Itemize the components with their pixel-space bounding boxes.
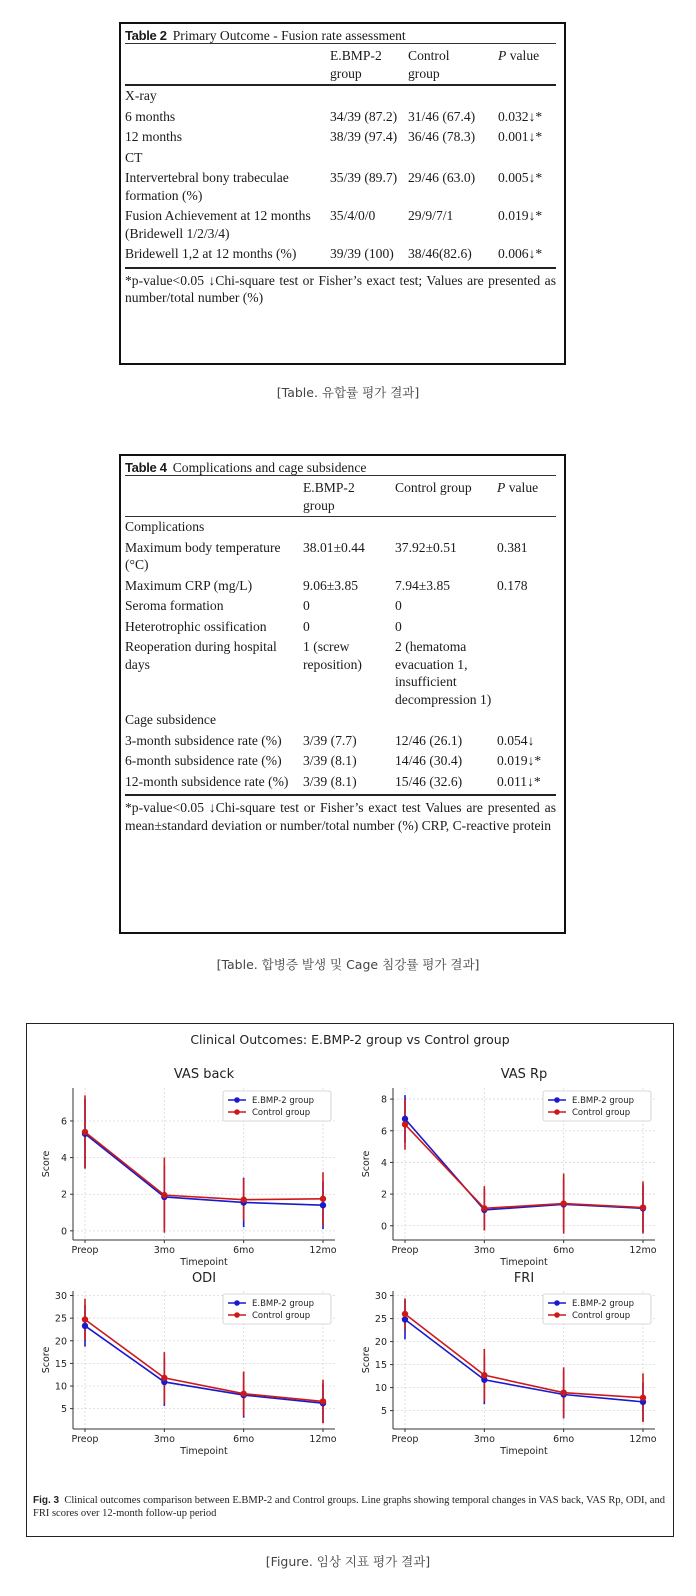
legend-marker [234, 1097, 240, 1103]
table-row [125, 127, 556, 148]
y-tick-label: 6 [60, 1116, 67, 1128]
y-tick-label: 5 [380, 1406, 387, 1418]
cell-label: 12 months [125, 129, 183, 144]
table-section-row [125, 517, 556, 538]
y-axis-label: Score [361, 1346, 372, 1374]
table-2-footnote: *p-value<0.05 ↓Chi-square test or Fisher’s exact test; Values are presented as number/total number (%) [125, 272, 556, 305]
cell-ebmp: 9.06±3.85 [303, 577, 359, 593]
table-row [125, 617, 556, 638]
x-tick-label: 3mo [473, 1434, 495, 1445]
table-2-caption: [Table. 유합률 평가 결과] [276, 385, 420, 400]
y-tick-label: 0 [60, 1226, 67, 1238]
data-point [481, 1205, 487, 1211]
cell-p: 0.381 [497, 539, 528, 555]
y-tick-label: 25 [54, 1313, 67, 1325]
cell-ebmp: 35/4/0/0 [330, 208, 376, 223]
table-2 [119, 22, 566, 365]
x-tick-label: Preop [71, 1434, 99, 1445]
cell-control: 37.92±0.51 [395, 539, 457, 555]
table-2-header-row [125, 44, 556, 84]
y-axis-label: Score [361, 1150, 372, 1178]
x-tick-label: 6mo [233, 1245, 255, 1256]
table-4-body [125, 517, 556, 792]
cell-p: 0.019↓* [497, 753, 542, 768]
y-axis-label: Score [41, 1150, 52, 1178]
cell-p: 0.005↓* [498, 170, 543, 185]
data-point [82, 1323, 88, 1329]
chart-title: VAS Rp [500, 1067, 548, 1082]
data-point [481, 1372, 487, 1378]
cell-ebmp: 0 [303, 598, 310, 613]
series-line [405, 1314, 643, 1398]
legend-label: Control group [252, 1108, 311, 1118]
cell-label: Bridewell 1,2 at 12 months (%) [125, 246, 297, 261]
cell-ebmp: 3/39 (7.7) [303, 732, 357, 748]
data-point [82, 1316, 88, 1322]
figure-caption [33, 1494, 665, 1520]
table-row [125, 772, 556, 793]
series-line [85, 1326, 323, 1403]
y-tick-label: 15 [54, 1358, 67, 1370]
y-tick-label: 0 [380, 1221, 387, 1233]
cell-label: Reoperation during hospital days [125, 639, 277, 672]
table-4 [119, 454, 566, 934]
cell-label: 12-month subsidence rate (%) [125, 773, 289, 789]
chart-vas-rp [349, 1052, 669, 1277]
legend-label: Control group [572, 1311, 631, 1321]
cell-label: Heterotrophic ossification [125, 618, 267, 634]
y-tick-label: 30 [374, 1291, 387, 1303]
legend-marker [234, 1300, 240, 1306]
y-tick-label: 10 [374, 1383, 387, 1395]
data-point [402, 1311, 408, 1317]
table-section-row [125, 148, 556, 169]
data-point [82, 1129, 88, 1135]
table-2-title [121, 24, 564, 43]
x-tick-label: 3mo [153, 1245, 175, 1256]
cell-ebmp: 0 [303, 618, 310, 634]
cell-label: 6 months [125, 108, 176, 124]
data-point [640, 1204, 646, 1210]
x-tick-label: 12mo [629, 1245, 657, 1256]
legend-marker [554, 1300, 560, 1306]
cell-ebmp: 35/39 (89.7) [330, 170, 398, 185]
column-header: Control group [408, 48, 450, 81]
cell-control: 12/46 (26.1) [395, 732, 463, 748]
y-tick-label: 20 [54, 1336, 67, 1348]
x-tick-label: 12mo [309, 1245, 337, 1256]
legend-marker [554, 1109, 560, 1115]
y-tick-label: 4 [60, 1153, 67, 1165]
table-row [125, 576, 556, 597]
data-point [161, 1192, 167, 1198]
series-line [405, 1320, 643, 1402]
chart-title: ODI [191, 1271, 217, 1286]
cell-ebmp: 3/39 (8.1) [303, 773, 357, 789]
y-tick-label: 30 [54, 1291, 67, 1303]
cell-ebmp: 3/39 (8.1) [303, 753, 357, 768]
chart-title: VAS back [173, 1067, 235, 1082]
y-tick-label: 20 [374, 1337, 387, 1349]
y-tick-label: 4 [380, 1157, 387, 1169]
legend-marker [234, 1312, 240, 1318]
figure-3 [26, 1023, 674, 1537]
cell-label: Maximum body temperature (°C) [125, 539, 281, 572]
y-tick-label: 5 [60, 1404, 67, 1416]
table-section-row [125, 710, 556, 731]
cell-p [497, 596, 556, 617]
series-line [405, 1124, 643, 1208]
table-row [125, 731, 556, 752]
y-tick-label: 25 [374, 1314, 387, 1326]
series-line [405, 1119, 643, 1210]
table-4-grid [125, 476, 556, 516]
data-point [320, 1196, 326, 1202]
y-axis-label: Score [41, 1346, 52, 1374]
chart-vas-back [29, 1052, 349, 1277]
cell-control: 38/46(82.6) [408, 246, 472, 261]
chart-fri [349, 1264, 669, 1474]
table-2-body [125, 86, 556, 265]
legend-label: E.BMP-2 group [252, 1096, 315, 1106]
cell-ebmp: 38/39 (97.4) [330, 129, 398, 144]
cell-p: 0.054↓ [497, 732, 535, 748]
cell-ebmp: 1 (screw reposition) [303, 639, 362, 672]
x-axis-label: Timepoint [180, 1446, 228, 1457]
table-row [125, 107, 556, 128]
x-tick-label: Preop [391, 1245, 419, 1256]
x-tick-label: Preop [391, 1434, 419, 1445]
cell-label: Fusion Achievement at 12 months (Bridewell 1/2/3/4) [125, 208, 311, 241]
series-line [85, 1132, 323, 1200]
table-row [125, 244, 556, 265]
figure-caption-label: Fig. 3 [33, 1495, 60, 1506]
section-label: CT [125, 149, 143, 165]
y-tick-label: 10 [54, 1381, 67, 1393]
y-tick-label: 2 [380, 1189, 387, 1201]
table-row [125, 637, 556, 710]
x-tick-label: 6mo [553, 1434, 575, 1445]
table-4-title [121, 456, 564, 475]
column-header: P value [497, 480, 539, 495]
cell-p: 0.032↓* [498, 108, 543, 124]
cell-p: 0.178 [497, 577, 528, 593]
legend-label: E.BMP-2 group [252, 1299, 315, 1309]
cell-control: 14/46 (30.4) [395, 753, 463, 768]
legend-label: E.BMP-2 group [572, 1299, 635, 1309]
section-label: Cage subsidence [125, 712, 216, 727]
x-tick-label: Preop [71, 1245, 99, 1256]
cell-control: 2 (hematoma evacuation 1, insufficient decompression 1) [395, 639, 492, 707]
cell-label: 6-month subsidence rate (%) [125, 753, 282, 768]
cell-ebmp: 38.01±0.44 [303, 539, 365, 555]
y-tick-label: 2 [60, 1189, 67, 1201]
x-tick-label: 12mo [629, 1434, 657, 1445]
cell-label: Intervertebral bony trabeculae formation (%) [125, 170, 289, 203]
figure-caption-korean: [Figure. 임상 지표 평가 결과] [265, 1554, 431, 1569]
cell-control: 31/46 (67.4) [408, 108, 476, 124]
column-header: P value [498, 48, 540, 63]
table-2-title-text: Primary Outcome - Fusion rate assessment [172, 28, 406, 43]
chart-odi [29, 1264, 349, 1474]
cell-p: 0.011↓* [497, 773, 541, 789]
cell-ebmp: 34/39 (87.2) [330, 108, 398, 124]
x-axis-label: Timepoint [500, 1446, 548, 1457]
table-2-label: Table 2 [125, 28, 167, 43]
y-tick-label: 8 [380, 1094, 387, 1106]
cell-ebmp: 39/39 (100) [330, 246, 394, 261]
cell-control: 15/46 (32.6) [395, 773, 463, 789]
data-point [240, 1197, 246, 1203]
table-section-row [125, 86, 556, 107]
data-point [402, 1121, 408, 1127]
cell-control: 7.94±3.85 [395, 577, 451, 593]
legend-marker [234, 1109, 240, 1115]
table-4-header-row [125, 476, 556, 516]
x-axis-label: Timepoint [180, 1257, 228, 1268]
cell-p [497, 617, 556, 638]
y-tick-label: 15 [374, 1360, 387, 1372]
cell-control: 0 [395, 598, 402, 613]
cell-control: 29/9/7/1 [408, 208, 454, 223]
cell-p: 0.019↓* [498, 208, 543, 223]
cell-control: 36/46 (78.3) [408, 129, 476, 144]
chart-title: FRI [513, 1271, 535, 1286]
x-tick-label: 3mo [473, 1245, 495, 1256]
legend-label: Control group [572, 1108, 631, 1118]
column-header: E.BMP-2 group [330, 48, 382, 81]
data-point [240, 1391, 246, 1397]
cell-label: Maximum CRP (mg/L) [125, 577, 253, 593]
column-header: E.BMP-2 group [303, 480, 355, 513]
cell-p [497, 637, 556, 710]
data-point [161, 1375, 167, 1381]
legend-marker [554, 1097, 560, 1103]
figure-caption-text: Clinical outcomes comparison between E.BMP-2 and Control groups. Line graphs showing temporal changes in VAS back, VAS Rp, ODI, and FRI scores over 12-month follow-up period [33, 1495, 665, 1519]
x-axis-label: Timepoint [500, 1257, 548, 1268]
cell-control: 29/46 (63.0) [408, 170, 476, 185]
table-4-footnote: *p-value<0.05 ↓Chi-square test or Fisher’s exact test Values are presented as mean±standard deviation or number/total number (%) CRP, C-reactive protein [125, 800, 556, 833]
column-header: Control group [395, 480, 472, 495]
data-point [320, 1202, 326, 1208]
table-row [125, 751, 556, 772]
table-2-grid [125, 44, 556, 84]
x-tick-label: 3mo [153, 1434, 175, 1445]
table-4-label: Table 4 [125, 460, 167, 475]
legend-label: E.BMP-2 group [572, 1096, 635, 1106]
cell-label: 3-month subsidence rate (%) [125, 732, 282, 748]
x-tick-label: 6mo [553, 1245, 575, 1256]
table-4-title-text: Complications and cage subsidence [172, 460, 367, 475]
x-tick-label: 6mo [233, 1434, 255, 1445]
table-4-caption: [Table. 합병증 발생 및 Cage 침강률 평가 결과] [216, 957, 480, 972]
table-row [125, 168, 556, 206]
y-tick-label: 6 [380, 1126, 387, 1138]
data-point [560, 1200, 566, 1206]
data-point [320, 1398, 326, 1404]
cell-label: Seroma formation [125, 598, 224, 613]
legend-label: Control group [252, 1311, 311, 1321]
section-label: X-ray [125, 88, 157, 103]
x-tick-label: 12mo [309, 1434, 337, 1445]
series-line [85, 1134, 323, 1205]
table-row [125, 538, 556, 576]
data-point [640, 1395, 646, 1401]
legend-marker [554, 1312, 560, 1318]
figure-suptitle: Clinical Outcomes: E.BMP-2 group vs Control group [190, 1032, 510, 1047]
data-point [402, 1316, 408, 1322]
table-row [125, 206, 556, 244]
section-label: Complications [125, 519, 205, 534]
data-point [402, 1116, 408, 1122]
cell-p: 0.006↓* [498, 246, 543, 261]
data-point [560, 1389, 566, 1395]
table-row [125, 596, 556, 617]
cell-p: 0.001↓* [498, 129, 543, 144]
cell-control: 0 [395, 618, 402, 634]
